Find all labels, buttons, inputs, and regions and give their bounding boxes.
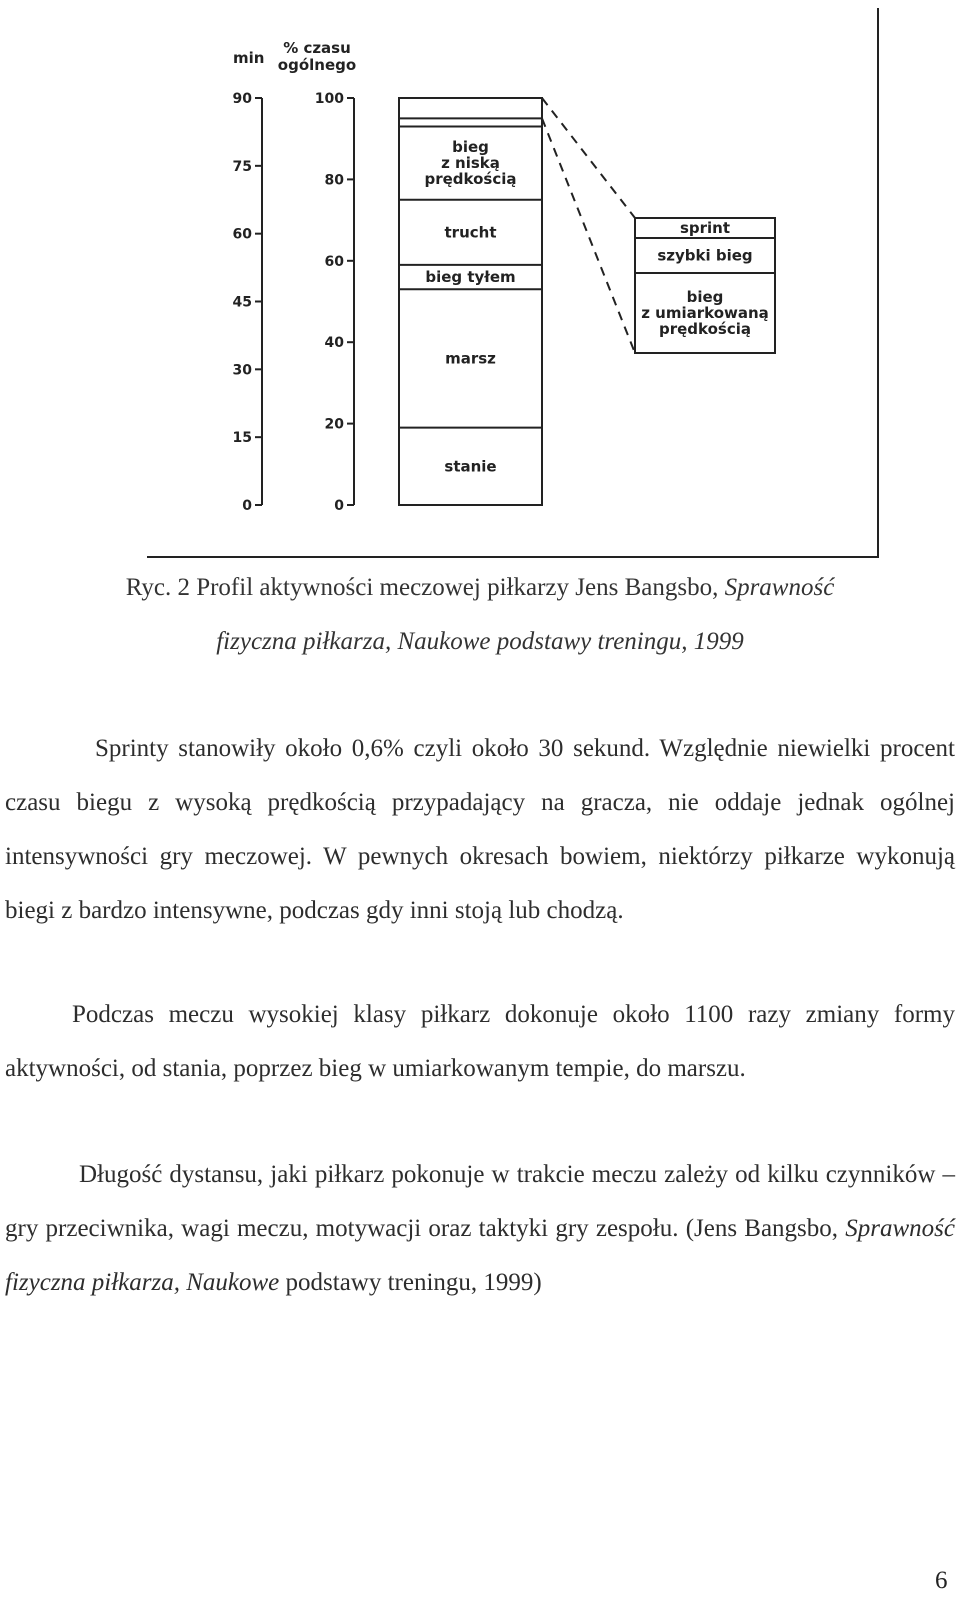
column-segment-label: bieg tyłem <box>425 268 516 287</box>
paragraph-sprints-text: Sprinty stanowiły około 0,6% czyli około 30 sekund. Względnie niewielki procent czasu biegu z wysoką prędkością przypadający na gracza, nie oddaje jednak ogólnej intensywności gry meczowej. W pewnych okresach bowiem, niektórzy piłkarze wykonują biegi z bardzo intensywne, podczas gdy inni stoją lub chodzą. <box>5 735 955 924</box>
activity-profile-figure <box>147 8 877 556</box>
figure-frame <box>147 8 879 558</box>
axis-min-tick-label: 90 <box>232 91 252 107</box>
axis-pct-tick-label: 60 <box>324 253 344 270</box>
axis-pct-tick-label: 20 <box>324 416 344 433</box>
paragraph-distance-tail: podstawy treningu, 1999) <box>279 1269 542 1296</box>
paragraph-distance-italic: Sprawność fizyczna piłkarza, Naukowe <box>5 1215 955 1296</box>
zoom-segment-label: bieg <box>686 288 724 306</box>
axis-pct-tick-label: 0 <box>334 498 344 514</box>
paragraph-distance-plain: Długość dystansu, jaki piłkarz pokonuje w trakcie meczu zależy od kilku czynników – gry przeciwnika, wagi meczu, motywacji oraz taktyki gry zespołu. (Jens Bangsbo, <box>5 1161 955 1242</box>
paragraph-distance <box>5 1148 955 1310</box>
page-number: 6 <box>935 1567 948 1594</box>
axis-min-tick-label: 0 <box>242 498 252 514</box>
column-segment-label: trucht <box>444 223 497 242</box>
column-segment-label: bieg <box>452 138 489 157</box>
paragraph-sprints <box>5 722 955 938</box>
axis-min-tick-label: 60 <box>232 226 252 243</box>
axis-pct-tick-label: 80 <box>324 172 344 189</box>
column-segment-label: prędkością <box>424 170 517 189</box>
axis-min-tick-label: 15 <box>232 430 252 447</box>
paragraph-distance-text <box>5 1148 955 1310</box>
zoom-segment-label: szybki bieg <box>657 246 753 265</box>
caption-title-italic-continued: fizyczna piłkarza, Naukowe podstawy treningu, 1999 <box>216 628 744 655</box>
axis-pct-tick-label: 100 <box>314 91 344 107</box>
paragraph-activity-changes <box>5 988 955 1096</box>
column-segment-label: stanie <box>444 457 497 476</box>
zoom-connector-bottom <box>542 118 635 353</box>
zoom-segment-label: prędkością <box>658 320 752 338</box>
zoom-segment-label: sprint <box>679 219 731 237</box>
figure-caption-line-1 <box>0 574 960 602</box>
column-segment-label: marsz <box>445 349 496 368</box>
axis-pct-title-line-1: % czasu <box>283 39 351 57</box>
column-segment-label: z niską <box>441 154 500 173</box>
zoom-connector-top <box>542 98 635 218</box>
axis-pct-tick-label: 40 <box>324 335 344 352</box>
caption-title-italic: Sprawność <box>724 574 835 601</box>
zoom-segment-label: z umiarkowaną <box>641 304 769 322</box>
axis-min-title: min <box>233 49 265 67</box>
axis-min-tick-label: 45 <box>232 294 252 311</box>
axis-min-tick-label: 75 <box>232 158 252 175</box>
paragraph-activity-changes-text: Podczas meczu wysokiej klasy piłkarz dokonuje około 1100 razy zmiany formy aktywności, od stania, poprzez bieg w umiarkowanym tempie, do marszu. <box>5 1001 955 1082</box>
figure-caption-line-2 <box>0 628 960 656</box>
axis-min-tick-label: 30 <box>232 362 252 379</box>
axis-pct-title-line-2: ogólnego <box>277 56 357 74</box>
caption-text: Ryc. 2 Profil aktywności meczowej piłkarzy Jens Bangsbo, <box>125 574 725 601</box>
